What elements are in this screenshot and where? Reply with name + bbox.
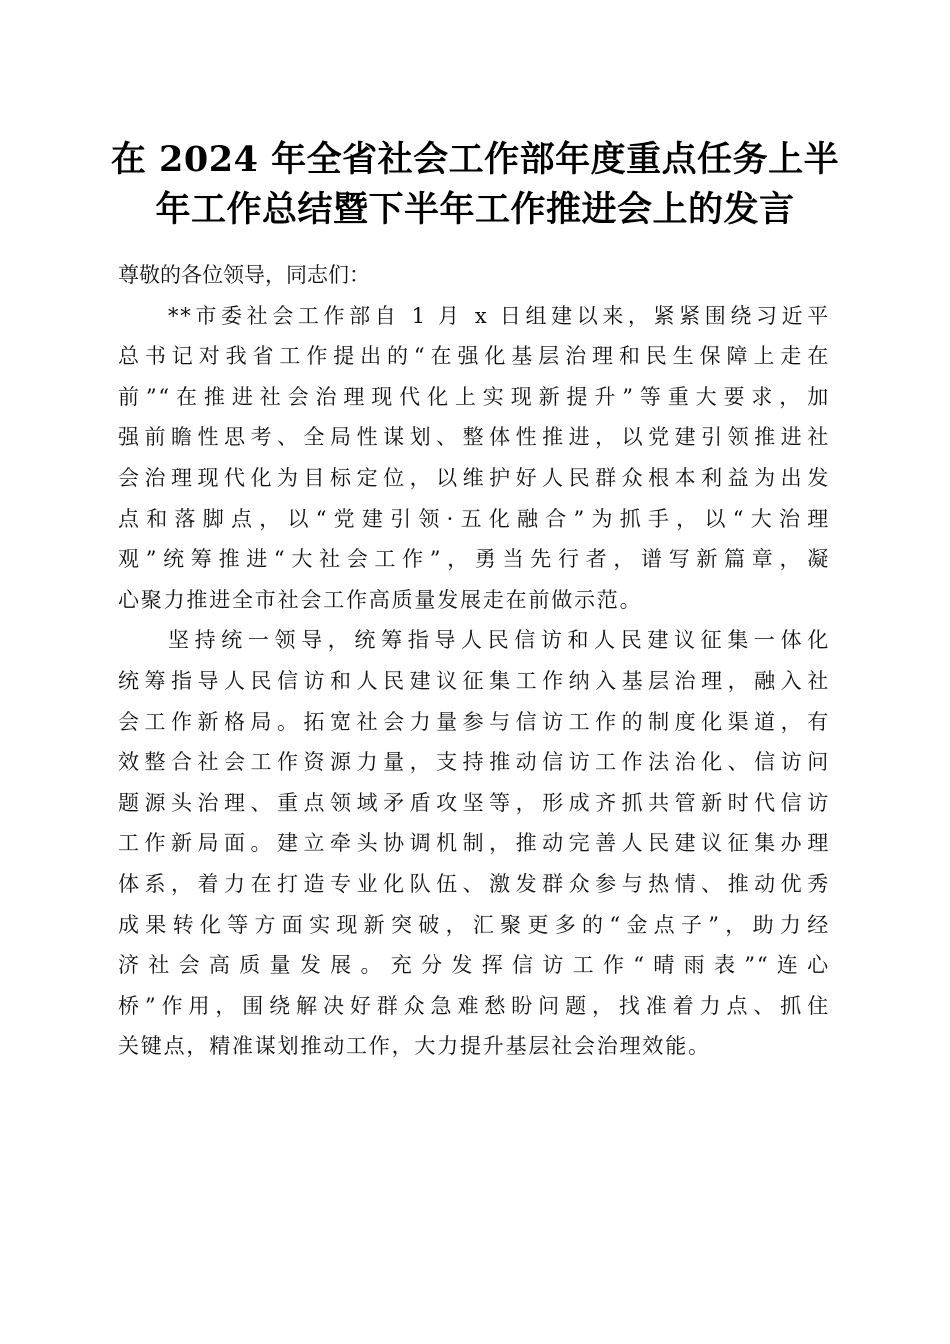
text-line: 心聚力推进全市社会工作高质量发展走在前做示范。 [118, 587, 643, 612]
text-line: 桥”作用，围绕解决好群众急难愁盼问题，找准着力点、抓住 [118, 993, 830, 1018]
greeting: 尊敬的各位领导，同志们： [118, 263, 370, 287]
text-line: 济社会高质量发展。充分发挥信访工作“晴雨表”“连心 [118, 953, 830, 978]
text-line: 统筹指导人民信访和人民建议征集工作纳入基层治理，融入社 [118, 668, 830, 693]
paragraph-2 [118, 620, 830, 1067]
paragraph-1 [118, 296, 830, 621]
text-line: 效整合社会工作资源力量，支持推动信访工作法治化、信访问 [118, 750, 830, 775]
text-line: 坚持统一领导，统筹指导人民信访和人民建议征集一体化 [168, 628, 830, 653]
text-line: 总书记对我省工作提出的“在强化基层治理和民生保障上走在 [118, 344, 830, 369]
text-line: 工作新局面。建立牵头协调机制，推动完善人民建议征集办理 [118, 831, 830, 856]
title-line-2: 年工作总结暨下半年工作推进会上的发言 [155, 189, 795, 230]
text-line: **市委社会工作部自 1 月 x 日组建以来，紧紧围绕习近平 [168, 303, 830, 328]
document-body [118, 255, 830, 1067]
text-line: 体系，着力在打造专业化队伍、激发群众参与热情、推动优秀 [118, 871, 830, 896]
text-line: 观”统筹推进“大社会工作”，勇当先行者，谱写新篇章，凝 [118, 547, 830, 572]
document-title [100, 135, 850, 235]
text-line: 成果转化等方面实现新突破，汇聚更多的“金点子”，助力经 [118, 912, 830, 937]
text-line: 关键点，精准谋划推动工作，大力提升基层社会治理效能。 [118, 1034, 711, 1059]
text-line: 前”“在推进社会治理现代化上实现新提升”等重大要求，加 [118, 384, 830, 409]
text-line: 会治理现代化为目标定位，以维护好人民群众根本利益为出发 [118, 465, 830, 490]
text-line: 会工作新格局。拓宽社会力量参与信访工作的制度化渠道，有 [118, 709, 830, 734]
title-line-1: 在 2024 年全省社会工作部年度重点任务上半 [110, 139, 840, 180]
text-line: 强前瞻性思考、全局性谋划、整体性推进，以党建引领推进社 [118, 425, 830, 450]
text-line: 题源头治理、重点领域矛盾攻坚等，形成齐抓共管新时代信访 [118, 790, 830, 815]
text-line: 点和落脚点，以“党建引领·五化融合”为抓手，以“大治理 [118, 506, 830, 531]
